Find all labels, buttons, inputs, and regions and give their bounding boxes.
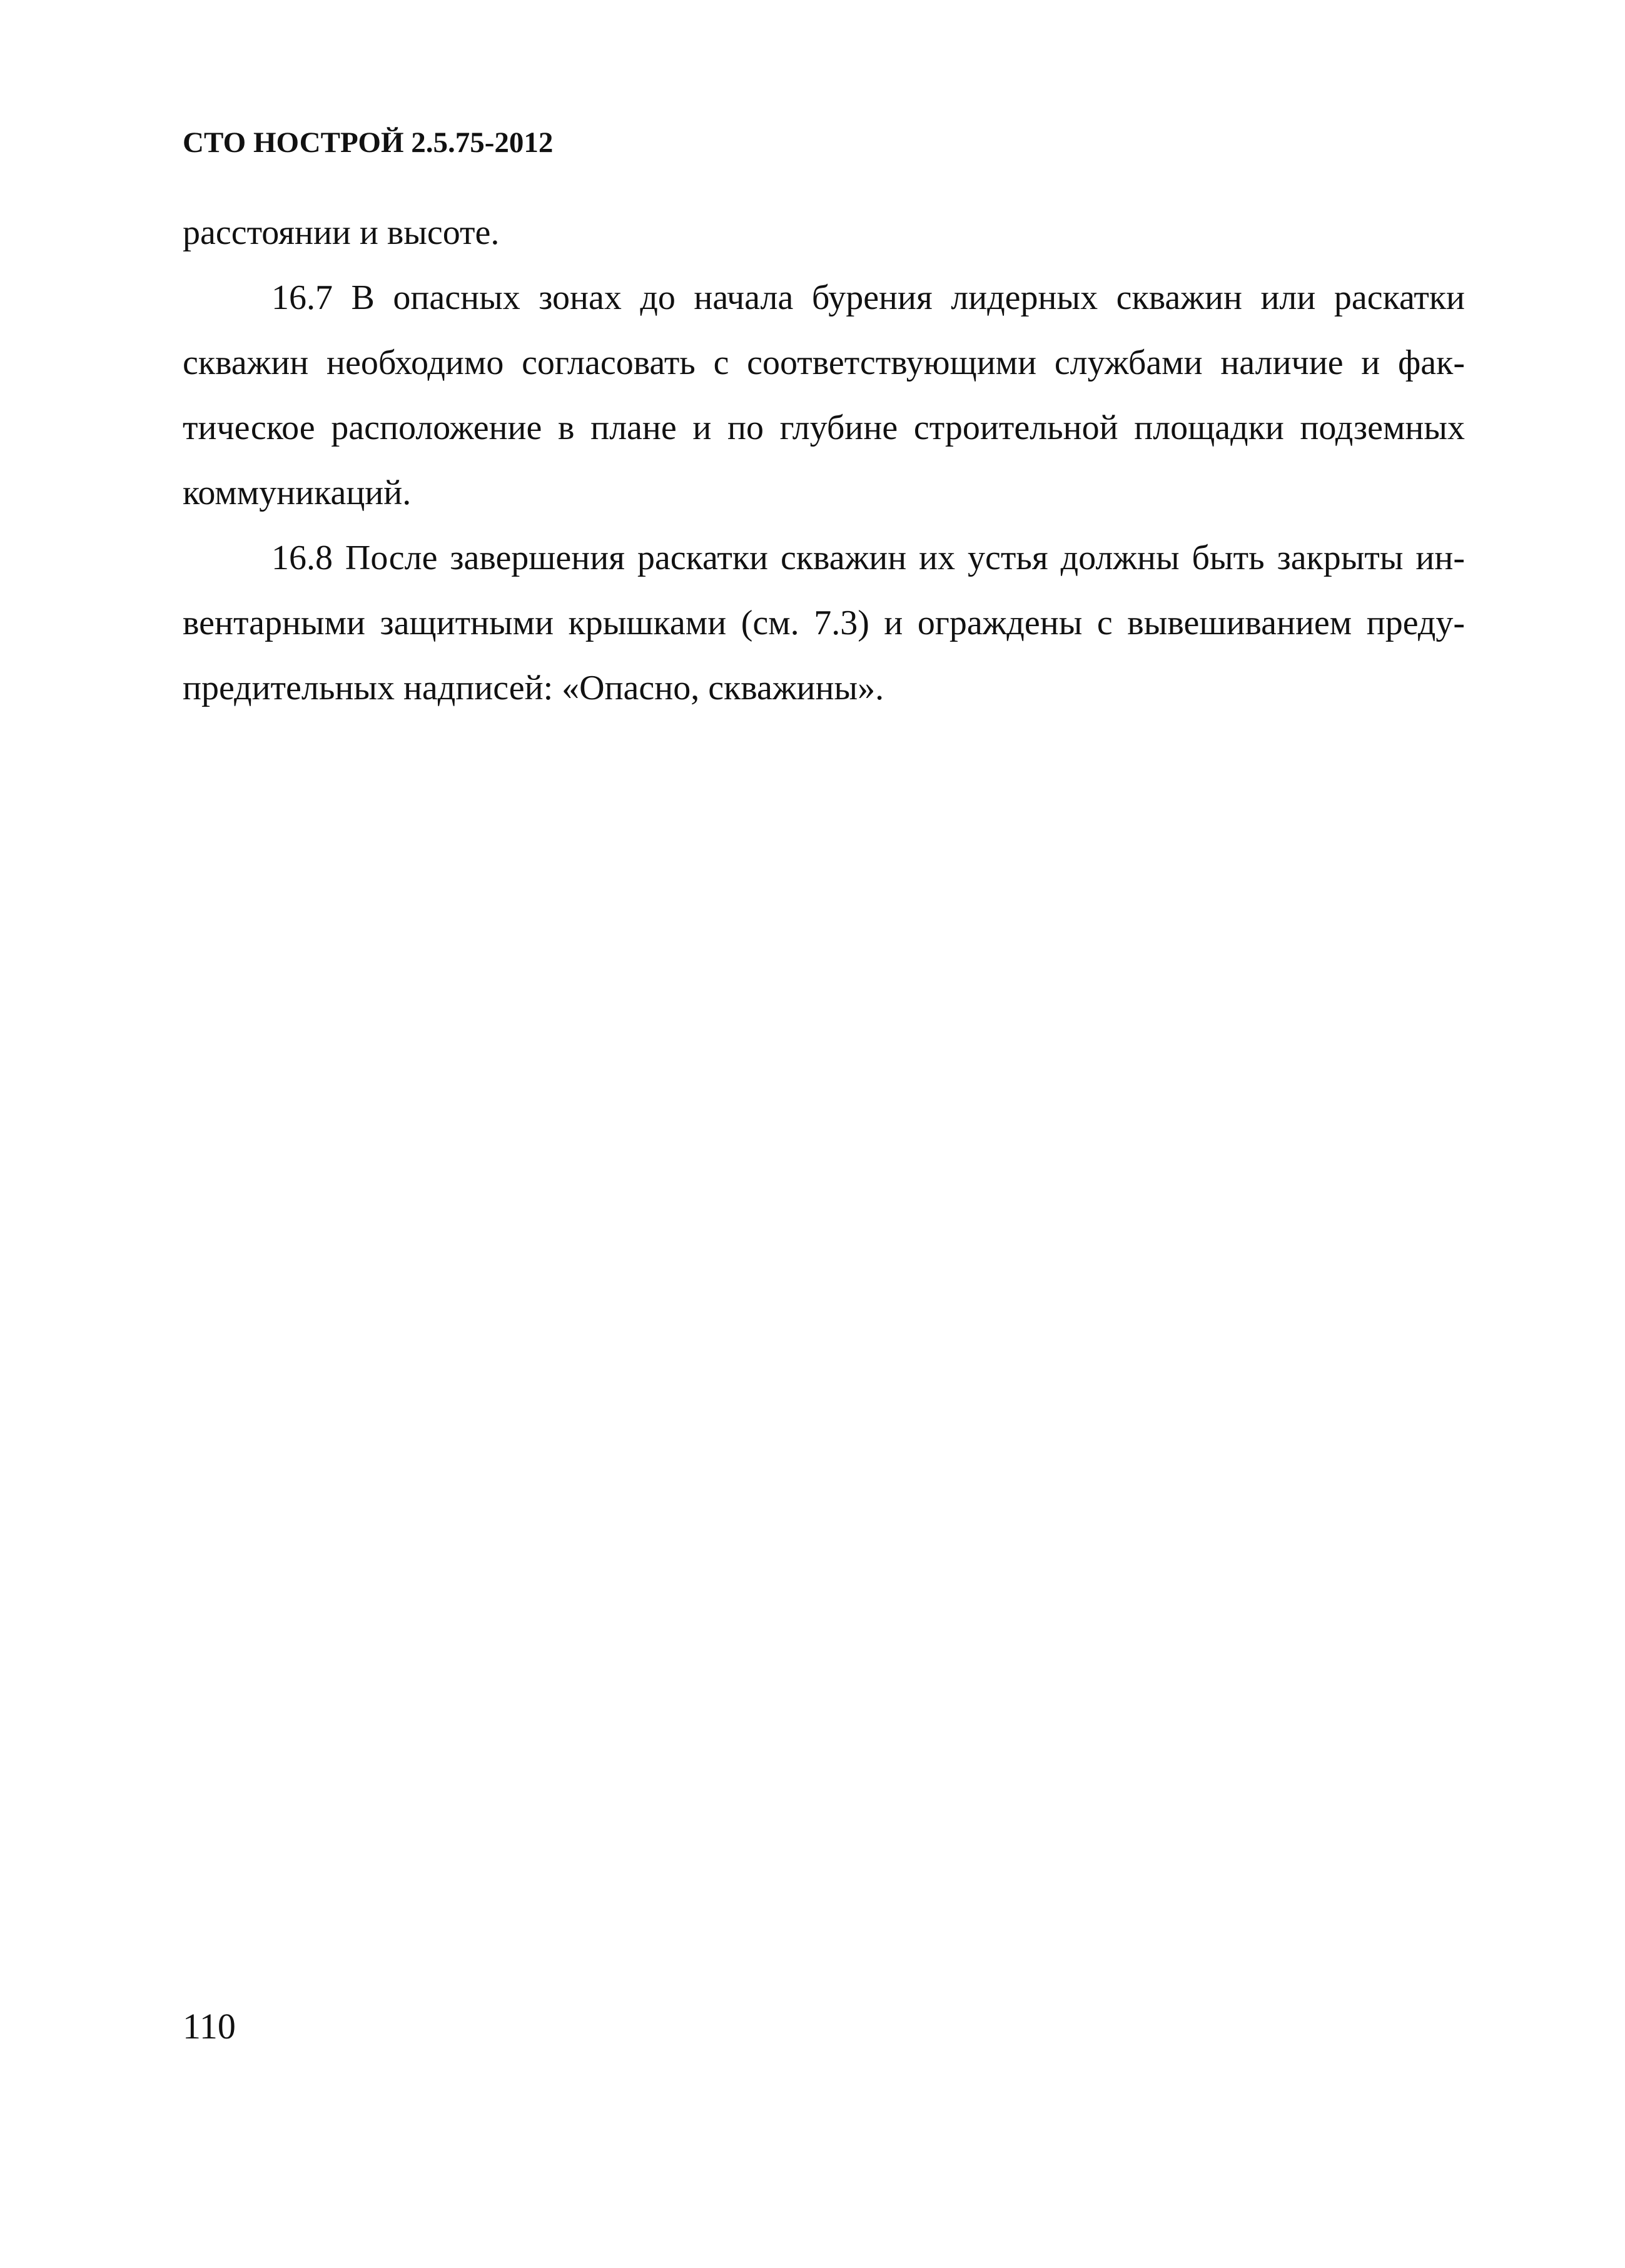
page-number: 110 (183, 2006, 236, 2047)
paragraph-16-7-line-4: коммуникаций. (183, 473, 412, 512)
body-line-continuation: расстоянии и высоте. (183, 213, 500, 252)
paragraph-16-7-line-2: скважин необходимо согласовать с соответствующими службами наличие и фак- (183, 343, 1465, 382)
document-code-header: СТО НОСТРОЙ 2.5.75-2012 (183, 126, 554, 159)
paragraph-16-8-line-3: предительных надписей: «Опасно, скважины». (183, 669, 884, 707)
paragraph-16-8-line-1: 16.8 После завершения раскатки скважин их устья должны быть закрыты ин- (271, 539, 1465, 577)
document-body (183, 200, 1465, 721)
paragraph-16-7-line-1: 16.7 В опасных зонах до начала бурения лидерных скважин или раскатки (271, 278, 1465, 317)
paragraph-16-7-line-3: тическое расположение в плане и по глубине строительной площадки подземных (183, 408, 1465, 447)
paragraph-16-8-line-2: вентарными защитными крышками (см. 7.3) и ограждены с вывешиванием преду- (183, 604, 1465, 642)
